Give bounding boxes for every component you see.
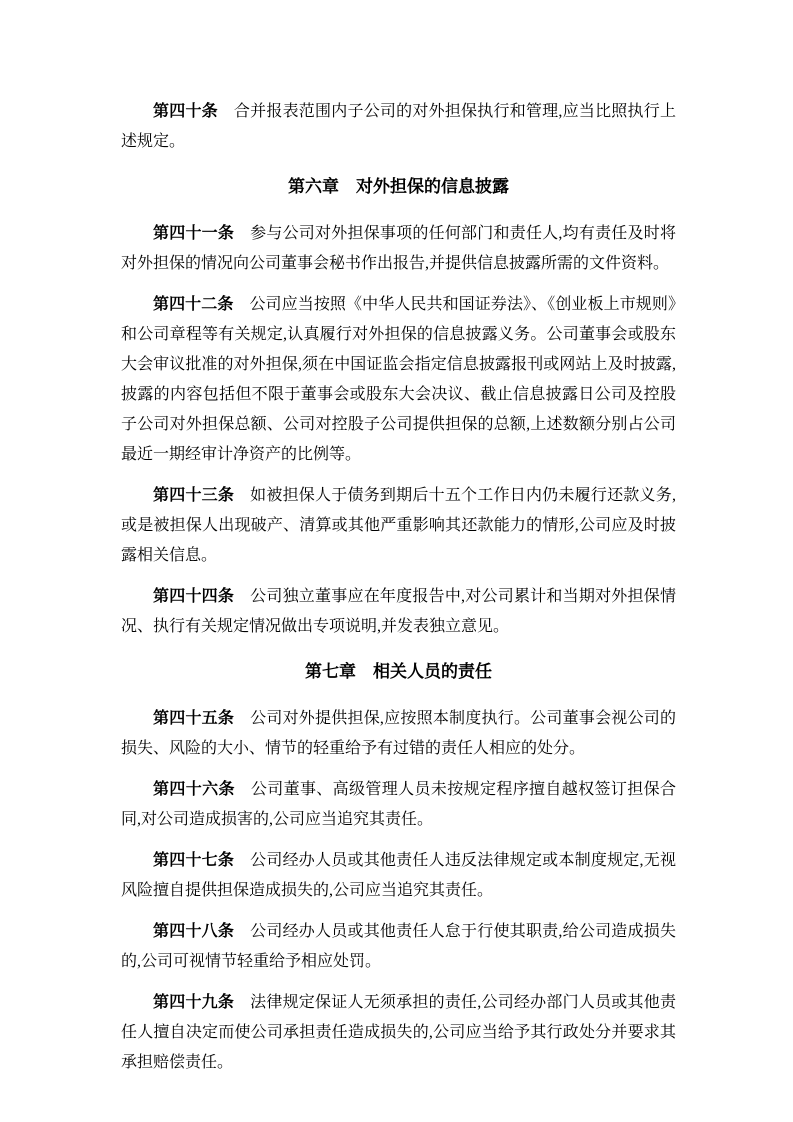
article-45-paragraph [121, 704, 676, 764]
article-46-number: 第四十六条 [153, 781, 235, 798]
article-48-paragraph [121, 917, 676, 977]
chapter-7-number: 第七章 [305, 662, 356, 681]
article-41-text: 参与公司对外担保事项的任何部门和责任人,均有责任及时将对外担保的情况向公司董事会秘书作出报告,并提供信息披露所需的文件资料。 [121, 225, 676, 272]
chapter-6-number: 第六章 [288, 177, 339, 196]
article-42-text: 公司应当按照《中华人民共和国证券法》、《创业板上市规则》和公司章程等有关规定,认真履行对外担保的信息披露义务。公司董事会或股东大会审议批准的对外担保,须在中国证监会指定信息披露报刊或网站上及时披露,披露的内容包括但不限于董事会或股东大会决议、截止信息披露日公司及控股子公司对外担保总额、公司对控股子公司提供担保的总额,上述数额分别占公司最近一期经审计净资产的比例等。 [121, 296, 676, 463]
chapter-7-heading [121, 659, 676, 685]
article-47-text: 公司经办人员或其他责任人违反法律规定或本制度规定,无视风险擅自提供担保造成损失的,公司应当追究其责任。 [121, 852, 676, 899]
article-44-number: 第四十四条 [153, 588, 235, 605]
article-49-number: 第四十九条 [153, 994, 235, 1011]
article-40-paragraph [121, 97, 676, 157]
article-45-number: 第四十五条 [153, 710, 235, 727]
article-44-paragraph [121, 582, 676, 642]
article-47-paragraph [121, 846, 676, 906]
article-48-number: 第四十八条 [153, 923, 235, 940]
article-41-number: 第四十一条 [153, 225, 235, 242]
article-40-text: 合并报表范围内子公司的对外担保执行和管理,应当比照执行上述规定。 [121, 103, 676, 150]
article-43-paragraph [121, 481, 676, 571]
article-45-text: 公司对外提供担保,应按照本制度执行。公司董事会视公司的损失、风险的大小、情节的轻重给予有过错的责任人相应的处分。 [121, 710, 676, 757]
article-49-text: 法律规定保证人无须承担的责任,公司经办部门人员或其他责任人擅自决定而使公司承担责任造成损失的,公司应当给予其行政处分并要求其承担赔偿责任。 [121, 994, 676, 1071]
article-40-number: 第四十条 [153, 103, 218, 120]
chapter-7-title: 相关人员的责任 [373, 662, 492, 681]
article-43-text: 如被担保人于债务到期后十五个工作日内仍未履行还款义务,或是被担保人出现破产、清算或其他严重影响其还款能力的情形,公司应及时披露相关信息。 [121, 487, 676, 564]
article-46-text: 公司董事、高级管理人员未按规定程序擅自越权签订担保合同,对公司造成损害的,公司应当追究其责任。 [121, 781, 676, 828]
article-41-paragraph [121, 219, 676, 279]
article-42-paragraph [121, 290, 676, 470]
article-47-number: 第四十七条 [153, 852, 235, 869]
chapter-6-heading [121, 174, 676, 200]
article-46-paragraph [121, 775, 676, 835]
article-49-paragraph [121, 988, 676, 1078]
article-43-number: 第四十三条 [153, 487, 235, 504]
chapter-6-title: 对外担保的信息披露 [356, 177, 509, 196]
article-44-text: 公司独立董事应在年度报告中,对公司累计和当期对外担保情况、执行有关规定情况做出专项说明,并发表独立意见。 [121, 588, 676, 635]
article-42-number: 第四十二条 [153, 296, 234, 313]
article-48-text: 公司经办人员或其他责任人怠于行使其职责,给公司造成损失的,公司可视情节轻重给予相应处罚。 [121, 923, 676, 970]
